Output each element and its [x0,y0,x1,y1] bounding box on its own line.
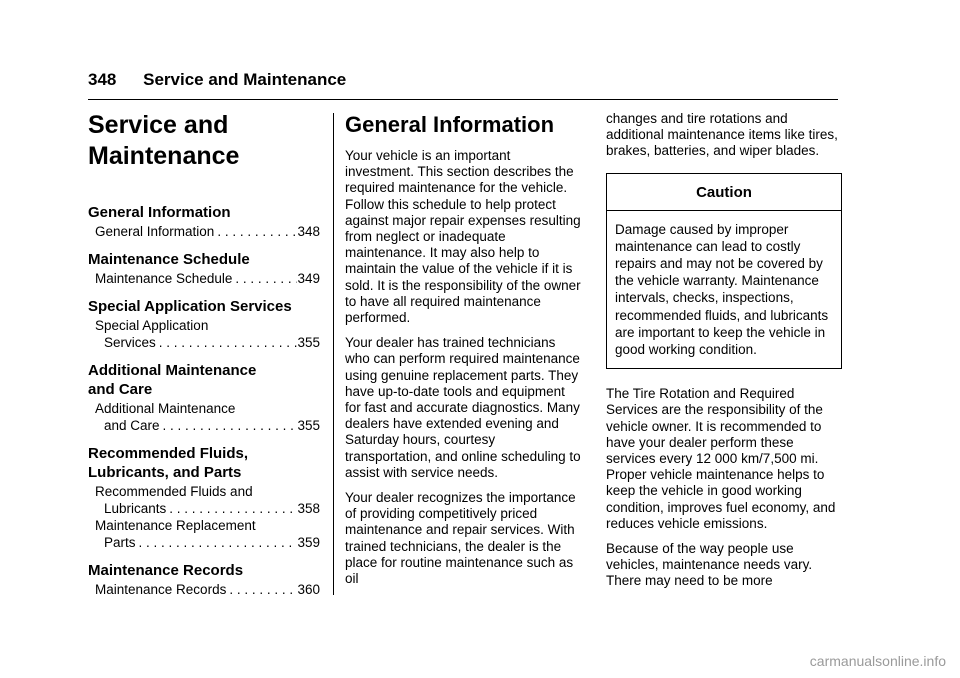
toc-entry[interactable]: Maintenance Records . . . 360 [95,581,320,598]
general-information-column [345,112,581,596]
chapter-title: Service and Maintenance [88,111,240,170]
watermark: carmanualsonline.info [809,653,946,669]
toc-heading-line[interactable]: Recommended Fluids, [88,445,249,462]
section-title: General Information [345,112,555,137]
toc-heading[interactable]: Special Application Services [88,298,292,315]
toc-entry[interactable]: General Information . . . 348 [95,223,320,240]
body-paragraph: Your vehicle is an important investment. This section describes the required maintenance for the vehicle. Follow this schedule to help protect against major repair expenses resulting from neglect or inadequate maintenance. It may also help to maintain the value of the vehicle if it is sold. It is the responsibility of the owner to have all required maintenance performed. [345,148,581,326]
body-paragraph: The Tire Rotation and Required Services are the responsibility of the vehicle owner. It is recommended to have your dealer perform these services every 12 000 km/7,500 mi. Proper vehicle maintenance helps to keep the vehicle in good working condition, improves fuel economy, and reduces vehicle emissions. [606,386,836,531]
caution-text: Damage caused by improper maintenance can lead to costly repairs and may not be covered by the vehicle warranty. Maintenance intervals, checks, inspections, recommended fluids, and lubricants are important to keep the vehicle in good working condition. [615,221,829,358]
toc-section-general-information [88,204,320,240]
body-paragraph: Your dealer has trained technicians who can perform required maintenance using genuine replacement parts. They have up-to-date tools and equipment for fast and accurate diagnostics. Many dealers have extended evening and Saturday hours, courtesy transportation, and online scheduling to assist with service needs. [345,335,581,480]
toc-entry-line[interactable]: Special Application [95,318,209,333]
toc-entry-line[interactable]: Recommended Fluids and [95,484,253,499]
toc-heading[interactable]: and Care [88,381,153,398]
toc-entry[interactable]: and Care . . . 355 [104,417,320,434]
body-paragraph: Your dealer recognizes the importance of providing competitively priced maintenance and repair services. With trained technicians, the dealer is the place for routine maintenance such as oil [345,490,576,587]
toc-entry-line[interactable]: Additional Maintenance [95,401,236,416]
toc-entry[interactable]: Maintenance Schedule . . . 349 [95,270,320,287]
toc-section-maintenance-records [88,562,320,598]
toc-heading[interactable]: Lubricants, and Parts [88,464,242,481]
caution-box [606,173,842,370]
toc-section-special-application-services [88,298,320,351]
toc-heading[interactable]: General Information [88,204,231,221]
page-header [88,70,346,90]
toc-entry[interactable]: Parts . . . 359 [104,534,320,551]
caution-title: Caution [607,174,841,211]
continued-text-column [606,111,842,599]
toc-entry[interactable]: Lubricants . . . 358 [104,500,320,517]
column-divider [333,113,334,595]
toc-section-maintenance-schedule [88,251,320,287]
toc-heading[interactable]: Maintenance Schedule [88,251,250,268]
toc-entry-line[interactable]: Maintenance Replacement [95,518,256,533]
toc-heading[interactable]: Maintenance Records [88,562,244,579]
toc-entry[interactable]: Services . . . 355 [104,334,320,351]
running-section-title: Service and Maintenance [143,70,347,89]
body-paragraph: changes and tire rotations and additional maintenance items like tires, brakes, batteries, and wiper blades. [606,111,838,159]
page-number: 348 [88,70,117,89]
chapter-toc-column [88,110,320,609]
toc-heading-line[interactable]: Additional Maintenance [88,362,257,379]
toc-section-recommended-fluids [88,445,320,551]
toc-section-additional-maintenance [88,362,320,434]
body-paragraph: Because of the way people use vehicles, maintenance needs vary. There may need to be more [606,541,813,589]
header-rule [88,99,838,100]
